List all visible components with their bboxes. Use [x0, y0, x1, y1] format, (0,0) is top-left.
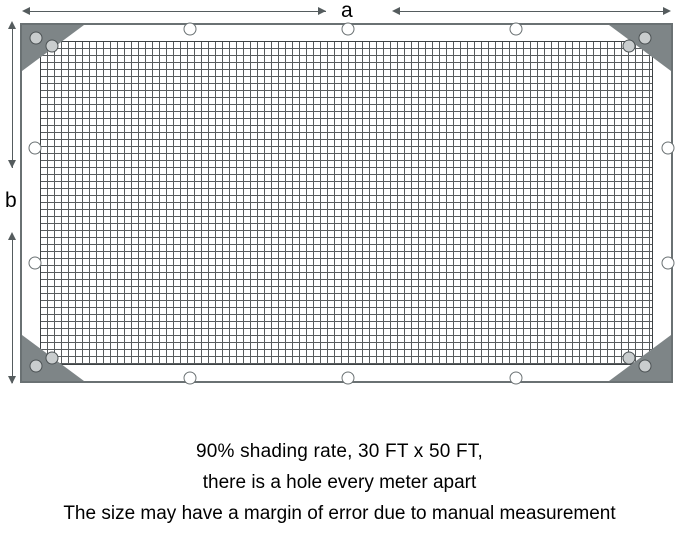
- grommet-bottom: [342, 372, 355, 385]
- caption-block: [0, 436, 679, 529]
- grommet-bottom: [184, 372, 197, 385]
- caption-line-3: The size may have a margin of error due to manual measurement: [63, 503, 616, 524]
- caption-line-2: there is a hole every meter apart: [202, 472, 477, 493]
- grommet-top: [342, 23, 355, 36]
- dimension-arrow-a-left-tip: [318, 7, 326, 15]
- dimension-arrow-a-right-head: [663, 7, 671, 15]
- dimension-arrow-b-top-line: [12, 28, 13, 168]
- dimension-label-b: b: [5, 189, 17, 212]
- dimension-arrow-b-top-head: [8, 21, 16, 29]
- grommet-corner: [46, 352, 59, 365]
- dimension-arrow-b-bottom-head: [8, 376, 16, 384]
- corner-reinforcement-bottom-right: [609, 335, 671, 381]
- shade-cloth-panel: [20, 23, 673, 383]
- grommet-corner: [639, 360, 652, 373]
- dimension-arrow-a-right-tip: [392, 7, 400, 15]
- dimension-arrow-b-bottom-line: [12, 238, 13, 383]
- grommet-top: [510, 23, 523, 36]
- grommet-left: [29, 142, 42, 155]
- grommet-corner: [623, 40, 636, 53]
- grommet-right: [662, 142, 675, 155]
- mesh-border: [40, 41, 653, 365]
- dimension-arrow-b-top-tip: [8, 160, 16, 168]
- dimension-arrow-a-left-line: [30, 11, 326, 12]
- grommet-left: [29, 257, 42, 270]
- grommet-corner: [30, 360, 43, 373]
- dimension-arrow-b-bottom-tip: [8, 232, 16, 240]
- dimension-label-a: a: [341, 0, 353, 22]
- grommet-top: [184, 23, 197, 36]
- grommet-bottom: [510, 372, 523, 385]
- corner-triangle-icon: [609, 335, 671, 381]
- grommet-corner: [623, 352, 636, 365]
- dimension-arrow-a-left-head: [22, 7, 30, 15]
- grommet-corner: [639, 32, 652, 45]
- grommet-right: [662, 257, 675, 270]
- grommet-corner: [30, 32, 43, 45]
- dimension-arrow-a-right-line: [400, 11, 663, 12]
- caption-line-1: 90% shading rate, 30 FT x 50 FT,: [196, 441, 483, 462]
- grommet-corner: [46, 40, 59, 53]
